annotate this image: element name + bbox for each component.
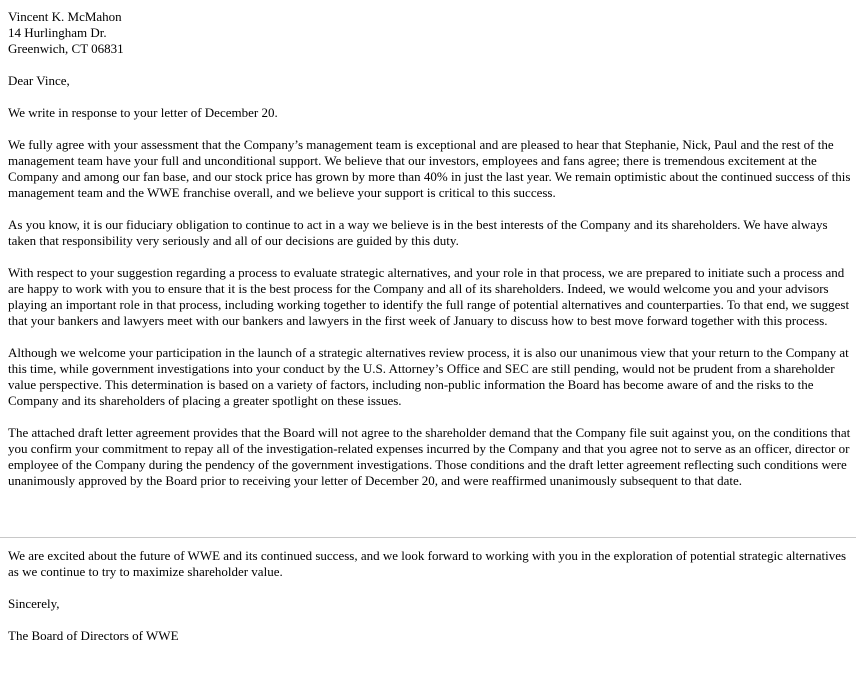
sign-off: Sincerely,	[8, 596, 60, 611]
paragraph-fiduciary: As you know, it is our fiduciary obligation to continue to act in a way we believe is in the best interests of the Company and its shareholders. We have always taken that responsibility very seriously and all of our decisions are guided by this duty.	[8, 217, 828, 248]
paragraph-investigations: Although we welcome your participation in the launch of a strategic alternatives review process, it is also our unanimous view that your return to the Company at this time, while government investigations into your conduct by the U.S. Attorney’s Office and SEC are still pending, would not be prudent from a shareholder value perspective. This determination is based on a variety of factors, including non-public information the Board has become aware of and the risks to the Company and its shareholders of placing a greater spotlight on these issues.	[8, 345, 849, 408]
paragraph-management: We fully agree with your assessment that the Company’s management team is exceptional and are pleased to hear that Stephanie, Nick, Paul and the rest of the management team have your full and unconditional support. We believe that our investors, employees and fans agree; there is tremendous excitement at the Company and among our fan base, and our stock price has grown by more than 40% in just the last year. We remain optimistic about the continued success of this management team and the WWE franchise overall, and we believe your support is critical to this success.	[8, 137, 851, 200]
page-divider	[0, 537, 856, 538]
recipient-name: Vincent K. McMahon	[8, 9, 122, 24]
recipient-city: Greenwich, CT 06831	[8, 41, 124, 56]
salutation: Dear Vince,	[8, 73, 70, 88]
paragraph-closing: We are excited about the future of WWE and its continued success, and we look forward to working with you in the exploration of potential strategic alternatives as we continue to try to maximize shareholder value.	[8, 548, 847, 579]
letter-body	[8, 9, 852, 489]
paragraph-draft-agreement: The attached draft letter agreement provides that the Board will not agree to the shareholder demand that the Company file suit against you, on the conditions that you confirm your commitment to repay all of the investigation-related expenses incurred by the Company and that you agree not to serve as an officer, director or employee of the Company during the pendency of the government investigations. Those conditions and the draft letter agreement reflecting such conditions were unanimously approved by the Board prior to receiving your letter of December 20, and were reaffirmed unanimously subsequent to that date.	[8, 425, 851, 488]
recipient-street: 14 Hurlingham Dr.	[8, 25, 107, 40]
letter-closing	[8, 548, 852, 644]
recipient-address	[8, 9, 852, 57]
signature: The Board of Directors of WWE	[8, 628, 179, 643]
paragraph-strategic-alternatives: With respect to your suggestion regarding a process to evaluate strategic alternatives, and your role in that process, we are prepared to initiate such a process and are happy to work with you to ensure that it is the best process for the Company and all of its shareholders. Indeed, we would welcome you and your advisors playing an important role in that process, including working together to identify the full range of potential alternatives and counterparties. To that end, we suggest that your bankers and lawyers meet with our bankers and lawyers in the first week of January to discuss how to best move forward together with this process.	[8, 265, 850, 328]
paragraph-intro: We write in response to your letter of December 20.	[8, 105, 278, 120]
